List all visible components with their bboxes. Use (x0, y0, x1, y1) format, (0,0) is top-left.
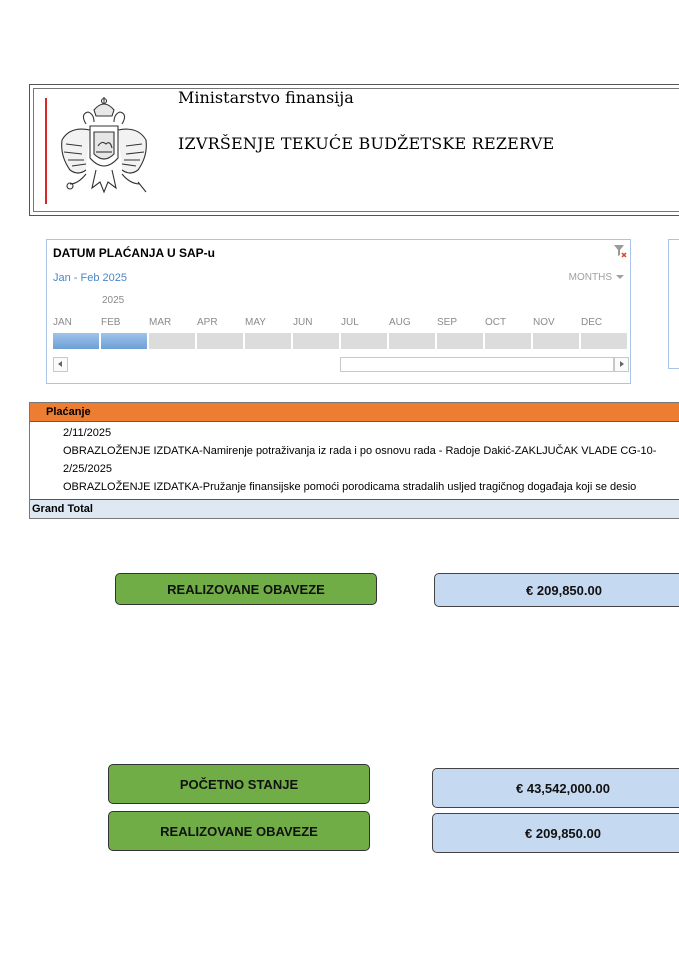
month-label-jul: JUL (341, 317, 359, 328)
month-bar-jun[interactable] (293, 333, 339, 349)
scroll-left-button[interactable] (53, 357, 68, 372)
grand-total-row (30, 499, 679, 518)
realized-obligations-label-top: REALIZOVANE OBAVEZE (115, 573, 377, 605)
timeline-scrollbar[interactable] (340, 357, 614, 372)
month-label-dec: DEC (581, 317, 603, 328)
table-row[interactable]: 2/11/2025 (63, 427, 112, 439)
table-row[interactable]: OBRAZLOŽENJE IZDATKA-Pružanje finansijske pomoći porodicama stradalih usljed tragičnog događaja koji se desio (63, 481, 637, 493)
month-label-feb: FEB (101, 317, 121, 328)
table-row[interactable]: OBRAZLOŽENJE IZDATKA-Namirenje potraživanja iz rada i po osnovu rada - Radoje Dakić-ZAKLJUČAK VLADE CG-10- (63, 445, 657, 457)
month-label-jun: JUN (293, 317, 313, 328)
pivot-table (29, 402, 679, 519)
month-label-nov: NOV (533, 317, 555, 328)
month-bar-jan[interactable] (53, 333, 99, 349)
realized-obligations-value-top: € 209,850.00 (434, 573, 679, 607)
time-level-label: MONTHS (568, 272, 612, 283)
month-bar-jul[interactable] (341, 333, 387, 349)
month-label-may: MAY (245, 317, 266, 328)
month-label-apr: APR (197, 317, 218, 328)
selected-range-label: Jan - Feb 2025 (53, 272, 127, 284)
chevron-down-icon (616, 275, 624, 279)
year-label: 2025 (102, 295, 125, 306)
month-bar-feb[interactable] (101, 333, 147, 349)
month-bar-oct[interactable] (485, 333, 531, 349)
report-title: IZVRŠENJE TEKUĆE BUDŽETSKE REZERVE (178, 134, 555, 153)
month-bar-aug[interactable] (389, 333, 435, 349)
month-bar-may[interactable] (245, 333, 291, 349)
realized-obligations-value: € 209,850.00 (432, 813, 679, 853)
montenegro-coat-of-arms-icon (56, 96, 152, 204)
header-accent-line (45, 98, 47, 204)
slicer-title: DATUM PLAĆANJA U SAP-u (53, 246, 215, 260)
pivot-header-label: Plaćanje (46, 406, 91, 418)
secondary-slicer-edge (668, 239, 679, 369)
initial-balance-value: € 43,542,000.00 (432, 768, 679, 808)
time-level-dropdown[interactable] (569, 272, 624, 283)
pivot-header (30, 403, 679, 422)
month-bar-apr[interactable] (197, 333, 243, 349)
month-label-aug: AUG (389, 317, 411, 328)
table-row[interactable]: 2/25/2025 (63, 463, 112, 475)
month-bar-dec[interactable] (581, 333, 627, 349)
clear-filter-icon[interactable] (613, 244, 627, 258)
month-label-mar: MAR (149, 317, 172, 328)
grand-total-label: Grand Total (32, 503, 93, 515)
month-labels (53, 317, 627, 329)
month-label-sep: SEP (437, 317, 458, 328)
initial-balance-label: POČETNO STANJE (108, 764, 370, 804)
scroll-right-button[interactable] (614, 357, 629, 372)
month-bars[interactable] (53, 333, 627, 349)
ministry-name: Ministarstvo finansija (178, 88, 354, 107)
month-bar-mar[interactable] (149, 333, 195, 349)
month-label-jan: JAN (53, 317, 72, 328)
date-timeline-slicer[interactable] (46, 239, 631, 384)
month-bar-sep[interactable] (437, 333, 483, 349)
month-label-oct: OCT (485, 317, 507, 328)
realized-obligations-label: REALIZOVANE OBAVEZE (108, 811, 370, 851)
month-bar-nov[interactable] (533, 333, 579, 349)
